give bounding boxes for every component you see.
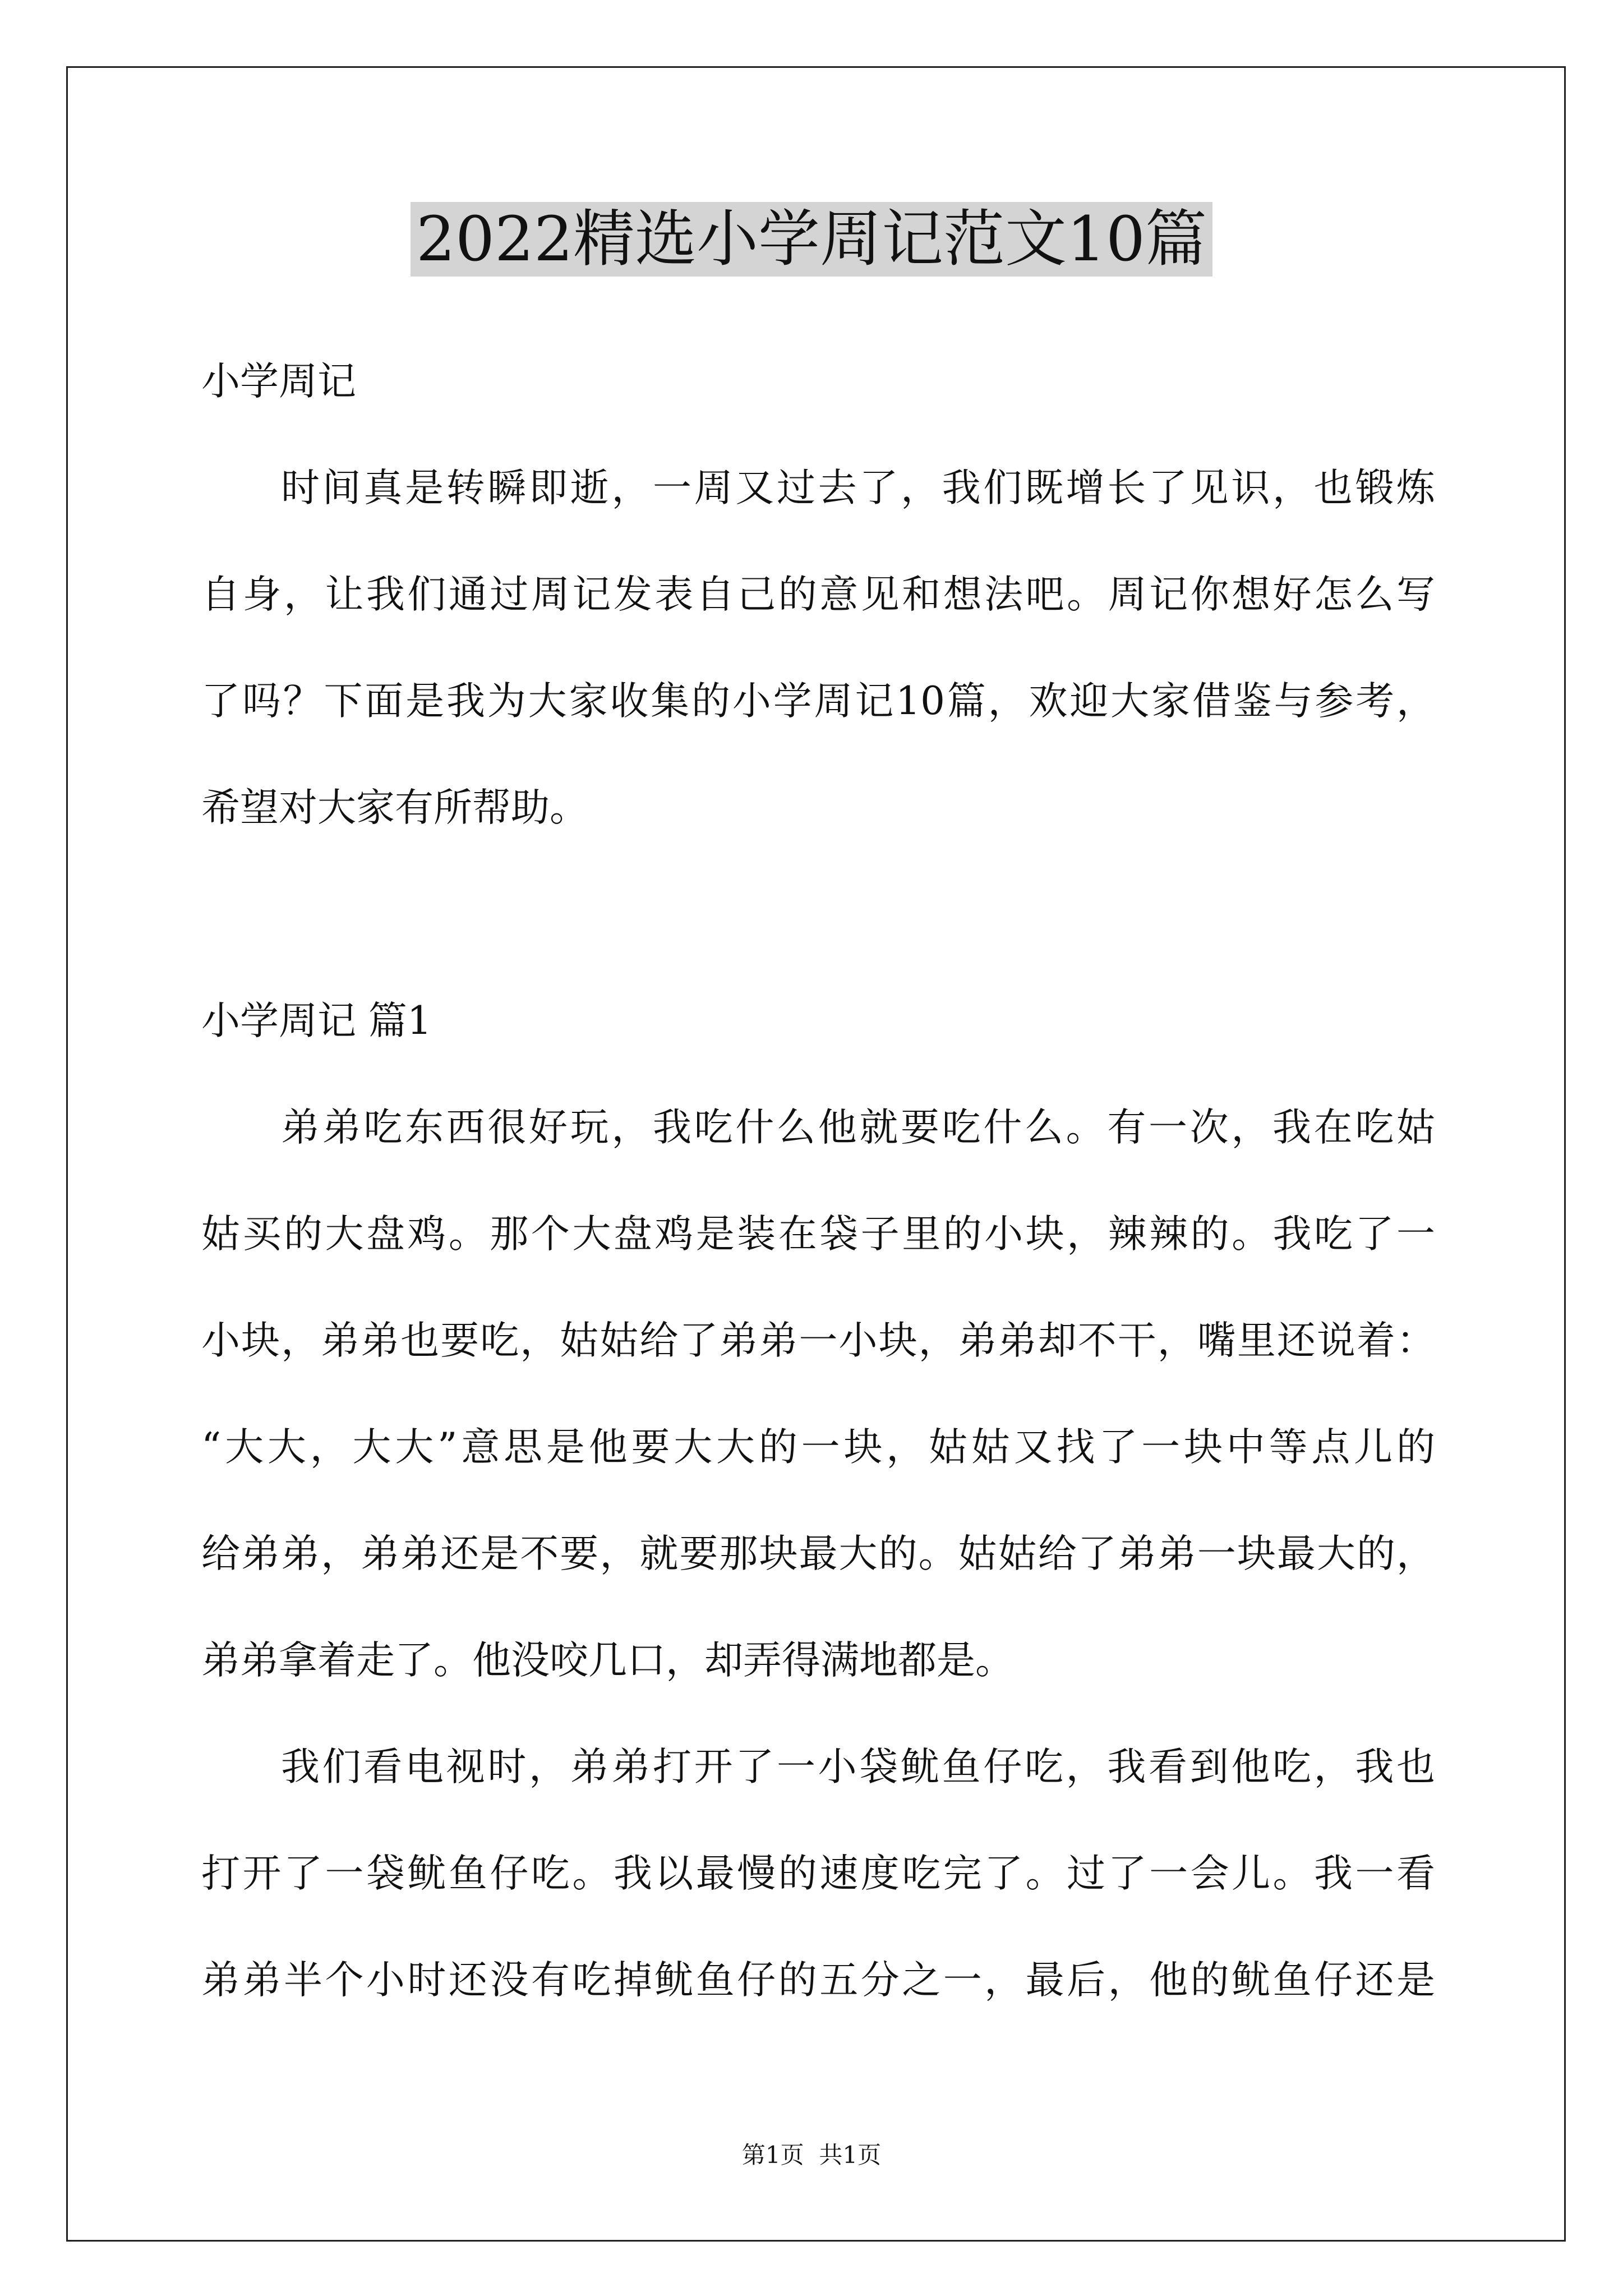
paragraph-line: 给弟弟，弟弟还是不要，就要那块最大的。姑姑给了弟弟一块最大的， [201,1531,1435,1576]
paragraph-line: 打开了一袋鱿鱼仔吃。我以最慢的速度吃完了。过了一会儿。我一看 [201,1851,1435,1896]
intro-line: 了吗？下面是我为大家收集的小学周记10篇，欢迎大家借鉴与参考， [201,679,1435,724]
document-title: 2022精选小学周记范文10篇 [411,202,1212,277]
paragraph-line: 姑买的大盘鸡。那个大盘鸡是装在袋子里的小块，辣辣的。我吃了一 [201,1212,1435,1257]
paragraph-line: 弟弟半个小时还没有吃掉鱿鱼仔的五分之一，最后，他的鱿鱼仔还是 [201,1958,1435,2003]
intro-line: 自身，让我们通过周记发表自己的意见和想法吧。周记你想好怎么写 [201,572,1435,617]
blank-line [201,861,1435,968]
title-container [0,202,1623,277]
document-body [201,328,1435,2033]
paragraph-line: 弟弟吃东西很好玩，我吃什么他就要吃什么。有一次，我在吃姑 [281,1105,1435,1150]
paragraph-line: “大大，大大”意思是他要大大的一块，姑姑又找了一块中等点儿的 [201,1425,1435,1470]
intro-line: 时间真是转瞬即逝，一周又过去了，我们既增长了见识，也锻炼 [281,466,1435,510]
paragraph-line: 我们看电视时，弟弟打开了一小袋鱿鱼仔吃，我看到他吃，我也 [281,1745,1435,1789]
section-heading: 小学周记 篇1 [201,999,432,1043]
intro-heading: 小学周记 [201,359,356,404]
page-footer: 第1页 共1页 [741,2141,882,2169]
intro-line: 希望对大家有所帮助。 [201,785,588,830]
paragraph-line: 弟弟拿着走了。他没咬几口，却弄得满地都是。 [201,1638,1014,1683]
paragraph-line: 小块，弟弟也要吃，姑姑给了弟弟一小块，弟弟却不干，嘴里还说着： [201,1318,1435,1363]
